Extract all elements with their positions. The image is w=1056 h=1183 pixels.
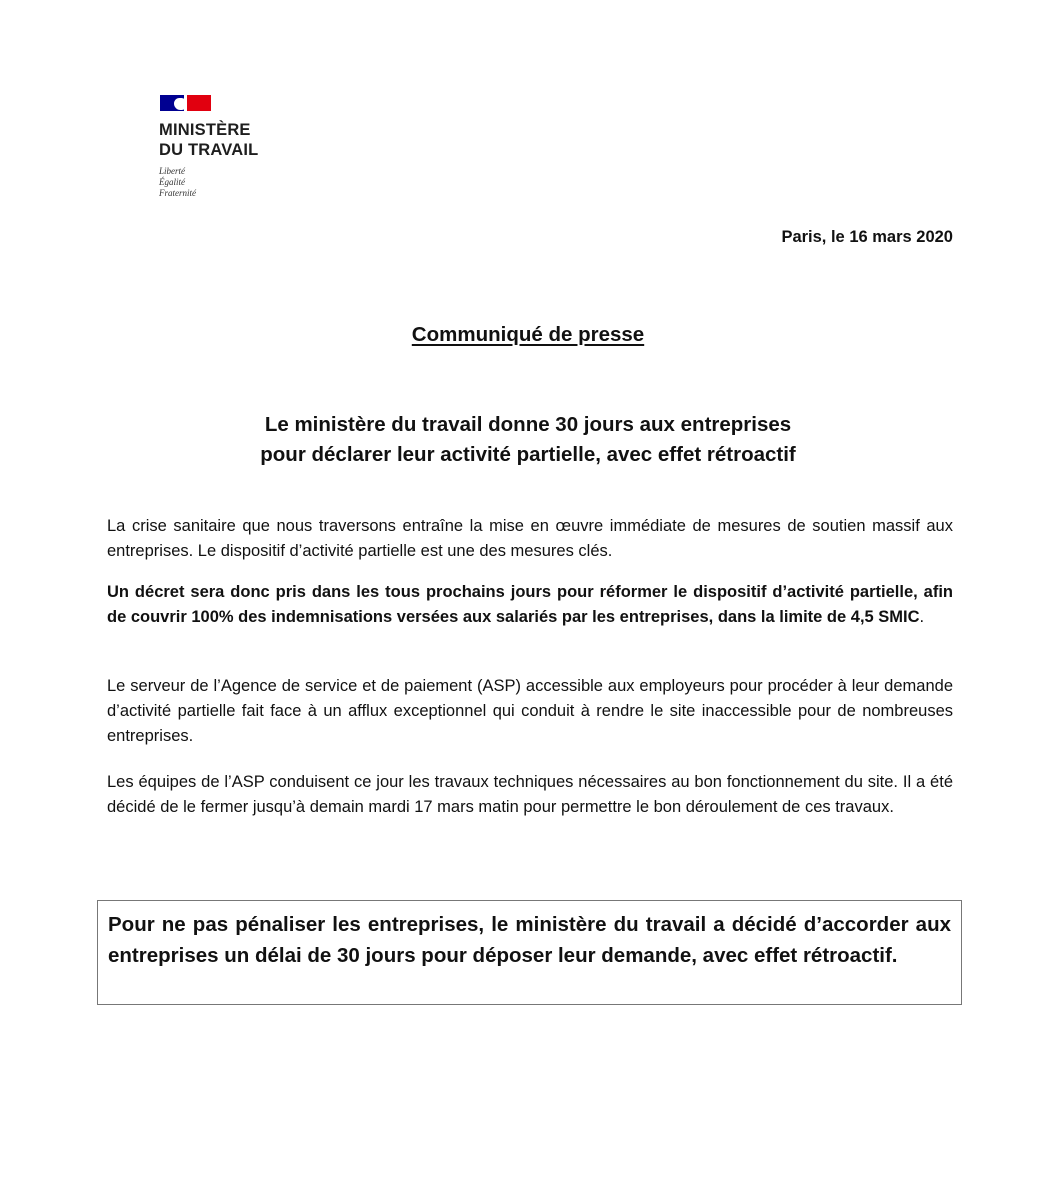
headline: Le ministère du travail donne 30 jours aux entreprises pour déclarer leur activité partielle, avec effet rétroactif: [260, 413, 796, 466]
document-type: Communiqué de presse: [411, 323, 645, 346]
callout-box: Pour ne pas pénaliser les entreprises, le ministère du travail a décidé d’accorder aux entreprises un délai de 30 jours pour déposer leur demande, avec effet rétroactif.: [97, 900, 962, 1005]
republic-motto: Liberté Égalité Fraternité: [159, 166, 196, 198]
paragraph-4: Les équipes de l’ASP conduisent ce jour les travaux techniques nécessaires au bon fonctionnement du site. Il a été décidé de le fermer jusqu’à demain mardi 17 mars matin pour permettre le bon déroulement de ces travaux.: [107, 773, 953, 816]
ministry-name: MINISTÈRE DU TRAVAIL: [159, 121, 259, 159]
paragraph-2: Un décret sera donc pris dans les tous prochains jours pour réformer le dispositif d’activité partielle, afin de couvrir 100% des indemnisations versées aux salariés par les entreprises, dans la limite de 4,5 SMIC.: [107, 583, 953, 626]
paragraph-3: Le serveur de l’Agence de service et de paiement (ASP) accessible aux employeurs pour procéder à leur demande d’activité partielle fait face à un afflux exceptionnel qui conduit à rendre le site inaccessible pour de nombreuses entreprises.: [107, 677, 953, 745]
date-line: Paris, le 16 mars 2020: [781, 228, 953, 246]
ministry-logo: [159, 94, 299, 199]
marianne-flag-icon: [159, 94, 211, 112]
paragraph-1: La crise sanitaire que nous traversons entraîne la mise en œuvre immédiate de mesures de soutien massif aux entreprises. Le dispositif d’activité partielle est une des mesures clés.: [107, 517, 953, 560]
